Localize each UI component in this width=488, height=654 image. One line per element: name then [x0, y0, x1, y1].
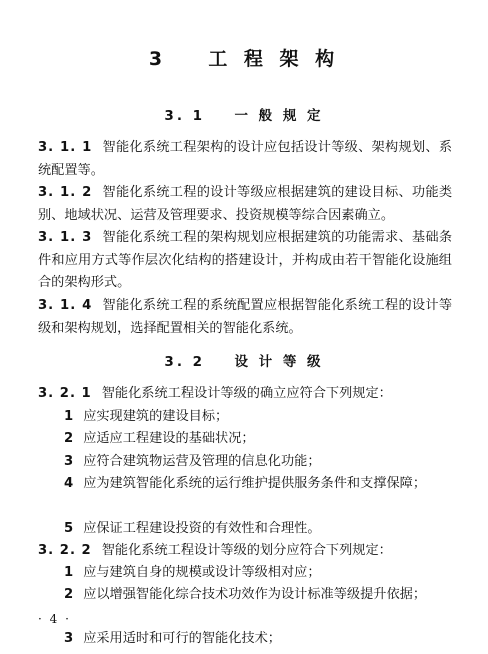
clause-number: 3. 2. 1	[38, 386, 92, 401]
clause-number: 3. 2. 2	[38, 543, 92, 558]
list-item	[38, 473, 452, 496]
section-number: 3. 2	[164, 354, 206, 370]
chapter-name: 工 程 架 构	[208, 48, 340, 70]
clause-3-2-1	[38, 383, 452, 406]
item-text: 应适应工程建设的基础状况；	[83, 431, 255, 446]
chapter-title	[0, 44, 488, 71]
chapter-number: 3	[148, 48, 168, 70]
list-item	[38, 428, 452, 451]
item-number: 3	[64, 454, 74, 469]
item-text: 应为建筑智能化系统的运行维护提供服务条件和支撑保障；	[83, 476, 427, 491]
item-number: 1	[64, 565, 74, 580]
item-number: 2	[64, 431, 74, 446]
list-item	[38, 562, 452, 585]
clause-number: 3. 1. 3	[38, 230, 93, 245]
item-number: 1	[64, 409, 74, 424]
clause-3-1-2	[38, 182, 452, 227]
list-item	[38, 518, 452, 541]
clause-text: 智能化系统工程的系统配置应根据智能化系统工程的设计等级和架构规划，选择配置相关的智能化系统。	[38, 298, 453, 336]
clause-number: 3. 1. 4	[38, 298, 93, 313]
item-text: 应保证工程建设投资的有效性和合理性。	[83, 521, 321, 536]
clause-text: 智能化系统工程的设计等级应根据建筑的建设目标、功能类别、地域状况、运营及管理要求、投资规模等综合因素确立。	[38, 185, 453, 223]
clause-text: 智能化系统工程的架构规划应根据建筑的功能需求、基础条件和应用方式等作层次化结构的搭建设计，并构成由若干智能化设施组合的架构形式。	[38, 230, 453, 290]
item-number: 5	[64, 521, 74, 536]
section-title-3-1	[0, 104, 488, 124]
section-name: 一 般 规 定	[234, 108, 324, 124]
list-item	[38, 628, 452, 650]
list-item	[38, 406, 452, 429]
section-title-3-2	[0, 350, 488, 370]
item-text: 应采用适时和可行的智能化技术；	[83, 631, 281, 646]
item-text: 应与建筑自身的规模或设计等级相对应；	[83, 565, 321, 580]
clause-number: 3. 1. 1	[38, 140, 93, 155]
page-number: · 4 ·	[38, 612, 71, 626]
list-item	[38, 451, 452, 474]
clause-text: 智能化系统工程架构的设计应包括设计等级、架构规划、系统配置等。	[38, 140, 453, 178]
section-number: 3. 1	[164, 108, 206, 124]
clause-text: 智能化系统工程设计等级的确立应符合下列规定：	[101, 386, 392, 401]
clause-3-2-2	[38, 540, 452, 563]
list-item	[38, 584, 452, 628]
clause-3-1-3	[38, 227, 452, 295]
item-text: 应实现建筑的建设目标；	[83, 409, 229, 424]
clause-text: 智能化系统工程设计等级的划分应符合下列规定：	[101, 543, 392, 558]
clause-3-1-1	[38, 137, 452, 182]
item-text: 应以增强智能化综合技术功效作为设计标准等级提升依据；	[83, 587, 427, 602]
clause-number: 3. 1. 2	[38, 185, 93, 200]
item-number: 3	[64, 631, 74, 646]
item-text: 应符合建筑物运营及管理的信息化功能；	[83, 454, 321, 469]
item-number: 2	[64, 587, 74, 602]
item-number: 4	[64, 476, 74, 491]
clause-3-1-4	[38, 295, 452, 340]
section-name: 设 计 等 级	[234, 354, 324, 370]
